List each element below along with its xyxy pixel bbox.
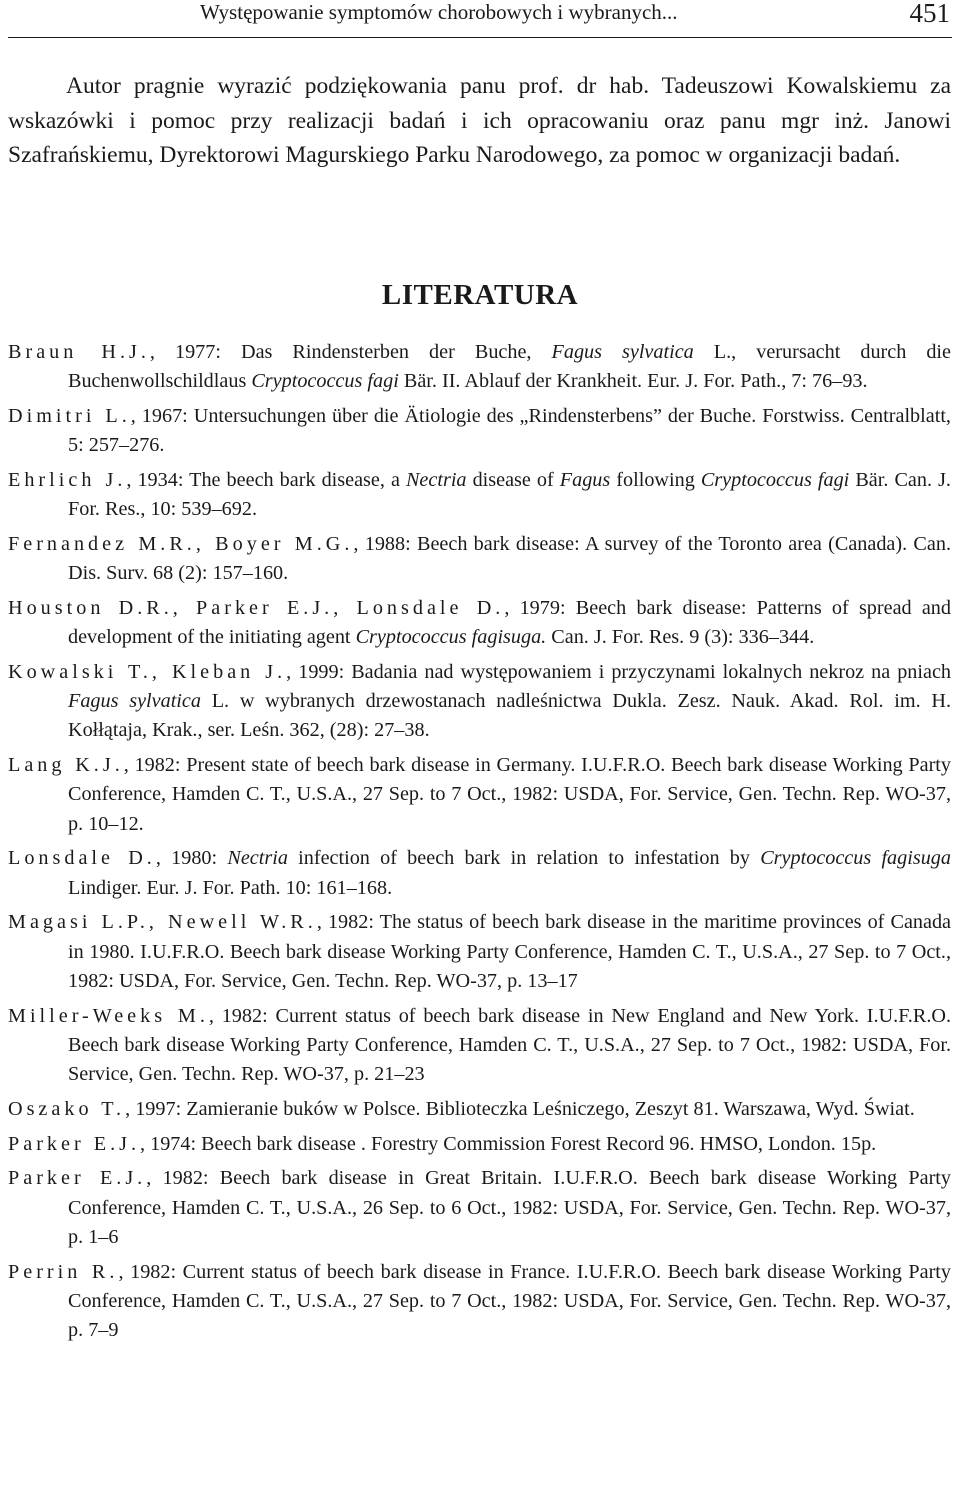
reference-text: disease of [466,469,560,491]
reference-author: Fernandez M.R., Boyer M.G. [8,533,354,555]
reference-entry [8,658,951,746]
reference-italic-text: Fagus [559,469,611,491]
reference-author: Parker E.J. [8,1167,147,1190]
reference-author: Lonsdale D. [8,847,156,870]
running-title: Występowanie symptomów chorobowych i wybranych... [200,0,678,24]
reference-author: Parker E.J. [8,1132,141,1155]
reference-text: , 1934: The beech bark disease, a [126,469,406,491]
reference-text: Bär. Can. J. For. Res., 10: 539–692. [68,469,951,521]
reference-italic-text: Fagus sylvatica [68,690,201,713]
reference-author: Kowalski T., Kleban J. [8,661,287,683]
reference-text: , 1999: Badania nad występowaniem i przyczynami lokalnych nekroz na pniach [286,661,952,683]
running-header [0,0,960,38]
reference-text: , 1982: Current status of beech bark disease in New England and New York. I.U.F.R.O. Beech bark disease Working Party Conference, Hamden C. T., U.S.A., 27 Sep. to 7 Oct., 1982: USDA, For. Service, Gen. Techn. Rep. WO-37, p. 21–23 [68,1004,951,1086]
reference-italic-text: Cryptococcus fagisuga [760,847,951,870]
reference-text: following [610,469,701,491]
reference-entry [8,594,951,652]
reference-author: Ehrlich J. [8,469,127,491]
reference-entry [8,1164,951,1252]
reference-author: Miller-Weeks M. [8,1004,209,1027]
reference-text: , 1974: Beech bark disease . Forestry Commission Forest Record 96. HMSO, London. 15p. [140,1132,877,1155]
reference-italic-text: Cryptococcus fagi [700,469,850,491]
reference-entry [8,908,951,996]
page-number: 451 [909,0,950,28]
reference-entry [8,751,951,839]
reference-entry [8,1130,951,1159]
reference-italic-text: Nectria [227,847,288,870]
reference-text: , 1980: [155,847,228,870]
reference-italic-text: Fagus sylvatica [551,341,694,363]
reference-italic-text: Cryptococcus fagi [251,370,399,393]
reference-text: , 1982: Beech bark disease in Great Britain. I.U.F.R.O. Beech bark disease Working Party Conference, Hamden C. T., U.S.A., 26 Sep. to 6 Oct., 1982: USDA, For. Service, Gen. Techn. Rep. WO-37, p. 1–6 [68,1167,952,1248]
reference-text: , 1982: Present state of beech bark disease in Germany. I.U.F.R.O. Beech bark disease Working Party Conference, Hamden C. T., U.S.A., 27 Sep. to 7 Oct., 1982: USDA, For. Service, Gen. Techn. Rep. WO-37, p. 10–12. [68,754,951,835]
reference-entry [8,1002,951,1090]
reference-author: Oszako T. [8,1097,126,1120]
reference-text: , 1982: The status of beech bark disease in the maritime provinces of Canada in 1980. I.U.F.R.O. Beech bark disease Working Party Conference, Hamden C. T., U.S.A., 27 Sep. to 7 Oct., 1982: USDA, For. Service, Gen. Techn. Rep. WO-37, p. 13–17 [68,911,952,992]
reference-italic-text: Cryptococcus fagisuga. [355,626,547,649]
reference-entry [8,844,951,902]
reference-text: , 1988: Beech bark disease: A survey of the Toronto area (Canada). Can. Dis. Surv. 68 (2): 157–160. [68,533,951,585]
header-rule [8,37,952,38]
reference-author: Perrin R. [8,1260,119,1283]
reference-entry [8,530,951,588]
reference-entry [8,466,951,524]
reference-author: Houston D.R., Parker E.J., Lonsdale D. [8,597,505,619]
reference-author: Lang K.J. [8,754,124,777]
reference-author: Dimitri L. [8,405,131,427]
reference-text: Lindiger. Eur. J. For. Path. 10: 161–168. [68,876,393,899]
reference-italic-text: Nectria [405,469,467,491]
reference-text: Can. J. For. Res. 9 (3): 336–344. [546,626,815,649]
reference-author: Braun H.J. [8,341,150,363]
reference-text: L., verursacht durch die Buchenwollschildlaus [68,341,951,393]
section-title: LITERATURA [381,279,579,311]
reference-text: L. w wybranych drzewostanach nadleśnictwa Dukla. Zesz. Nauk. Akad. Rol. im. H. Kołłątaja, Krak., ser. Leśn. 362, (28): 27–38. [68,690,951,742]
reference-entry [8,402,951,460]
reference-entry [8,1095,951,1124]
reference-text: , 1967: Untersuchungen über die Ätiologie des „Rindensterbens” der Buche. Forstwiss. Centralblatt, 5: 257–276. [68,405,951,457]
reference-text: , 1979: Beech bark disease: Patterns of spread and development of the initiating agent [68,597,951,649]
reference-text: , 1997: Zamieranie buków w Polsce. Biblioteczka Leśniczego, Zeszyt 81. Warszawa, Wyd. Świat. [125,1097,915,1120]
reference-text: infection of beech bark in relation to infestation by [287,847,761,870]
reference-list [8,338,951,1351]
reference-entry [8,1258,951,1346]
acknowledgement-paragraph: Autor pragnie wyrazić podziękowania panu prof. dr hab. Tadeuszowi Kowalskiemu za wskazówki i pomoc przy realizacji badań i ich opracowaniu oraz panu mgr inż. Janowi Szafrańskiemu, Dyrektorowi Magurskiego Parku Narodowego, za pomoc w organizacji badań. [8,73,951,168]
reference-text: , 1982: Current status of beech bark disease in France. I.U.F.R.O. Beech bark disease Working Party Conference, Hamden C. T., U.S.A., 27 Sep. to 7 Oct., 1982: USDA, For. Service, Gen. Techn. Rep. WO-37, p. 7–9 [68,1260,951,1342]
reference-author: Magasi L.P., Newell W.R. [8,911,317,934]
reference-text: , 1977: Das Rindensterben der Buche, [149,341,552,363]
reference-text: Bär. II. Ablauf der Krankheit. Eur. J. For. Path., 7: 76–93. [398,370,868,393]
reference-entry [8,338,951,396]
